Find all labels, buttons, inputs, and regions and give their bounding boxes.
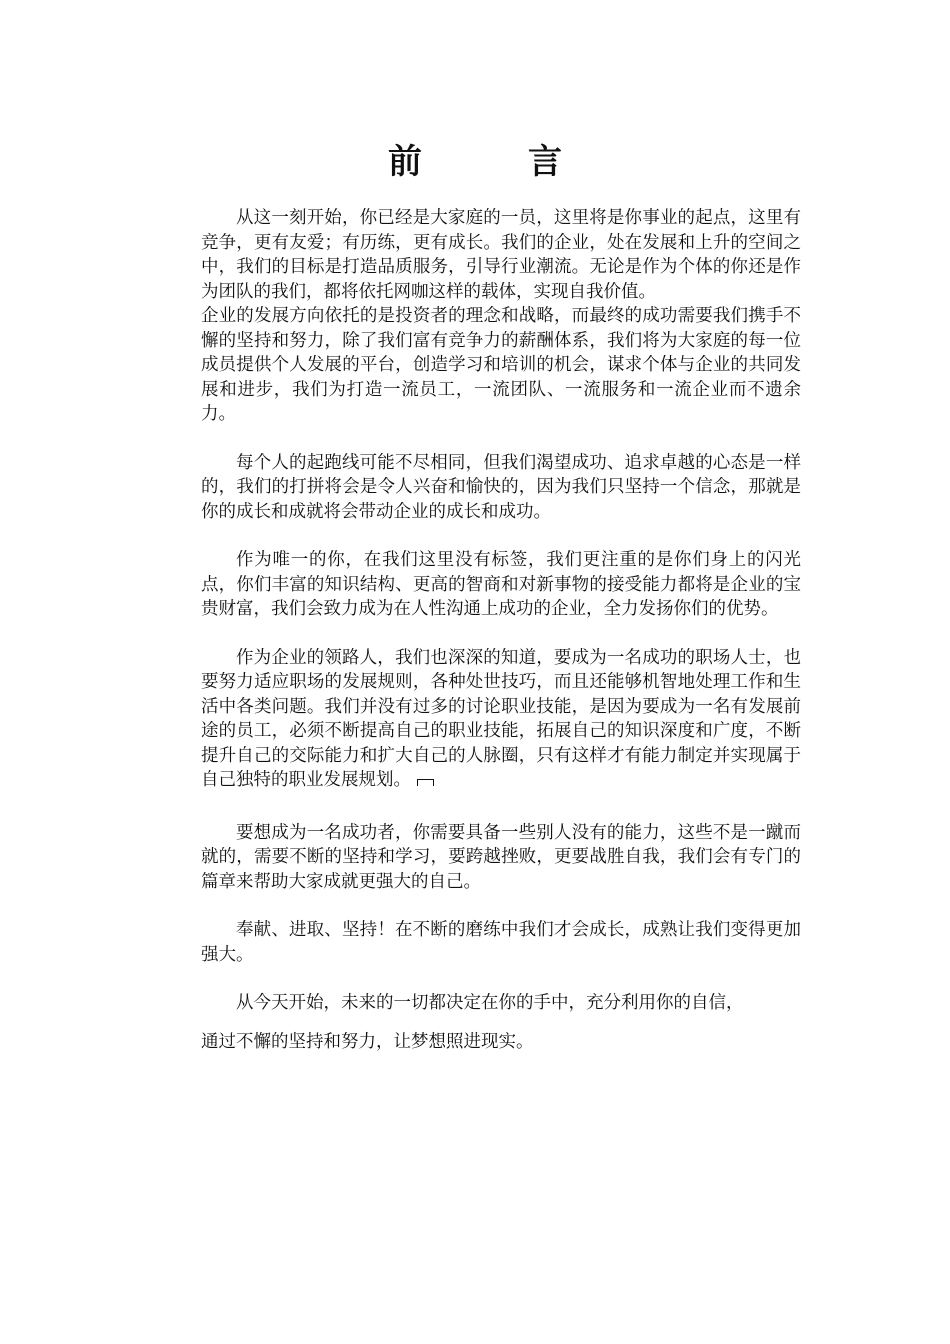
- paragraph-1: 从这一刻开始，你已经是大家庭的一员，这里将是你事业的起点，这里有竞争，更有友爱；有历练，更有成长。我们的企业，处在发展和上升的空间之中，我们的目标是打造品质服务，引导行业潮流。无论是作为个体的你还是作为团队的我们，都将依托网咖这样的载体，实现自我价值。: [201, 208, 801, 302]
- paragraph-2: 企业的发展方向依托的是投资者的理念和战略，而最终的成功需要我们携手不懈的坚持和努力，除了我们富有竞争力的薪酬体系，我们将为大家庭的每一位成员提供个人发展的平台，创造学习和培训的机会，谋求个体与企业的共同发展和进步，我们为打造一流员工，一流团队、一流服务和一流企业而不遗余力。: [201, 306, 801, 424]
- document-body: [201, 206, 801, 1054]
- paragraph-8: 从今天开始，未来的一切都决定在你的手中，充分利用你的自信，: [236, 993, 744, 1013]
- paragraph-6: 要想成为一名成功者，你需要具备一些别人没有的能力，这些不是一蹴而就的，需要不断的坚持和学习，要跨越挫败，更要战胜自我，我们会有专门的篇章来帮助大家成就更强大的自己。: [201, 822, 801, 892]
- paragraph-3: 每个人的起跑线可能不尽相同，但我们渴望成功、追求卓越的心态是一样的，我们的打拼将会是令人兴奋和愉快的，因为我们只坚持一个信念，那就是你的成长和成就将会带动企业的成长和成功。: [201, 452, 801, 522]
- paragraph-5: [201, 646, 801, 793]
- paragraph-9: 通过不懈的坚持和努力，让梦想照进现实。: [201, 1031, 534, 1052]
- paragraph-5-text: 作为企业的领路人，我们也深深的知道，要成为一名成功的职场人士，也要努力适应职场的发展规则，各种处世技巧，而且还能够机智地处理工作和生活中各类问题。我们并没有过多的讨论职业技能，是因为要成为一名有发展前途的员工，必须不断提高自己的职业技能，拓展自己的知识深度和广度，不断提升自己的交际能力和扩大自己的人脉圈，只有这样才有能力制定并实现属于自己独特的职业发展规划。: [201, 647, 801, 790]
- edit-mark-icon: [417, 779, 434, 786]
- paragraph-4: 作为唯一的你，在我们这里没有标签，我们更注重的是你们身上的闪光点，你们丰富的知识结构、更高的智商和对新事物的接受能力都将是企业的宝贵财富，我们会致力成为在人性沟通上成功的企业，全力发扬你们的优势。: [201, 550, 801, 619]
- page-title: 前 言: [388, 142, 598, 182]
- paragraph-7: 奉献、进取、坚持！在不断的磨练中我们才会成长，成熟让我们变得更加强大。: [201, 920, 801, 965]
